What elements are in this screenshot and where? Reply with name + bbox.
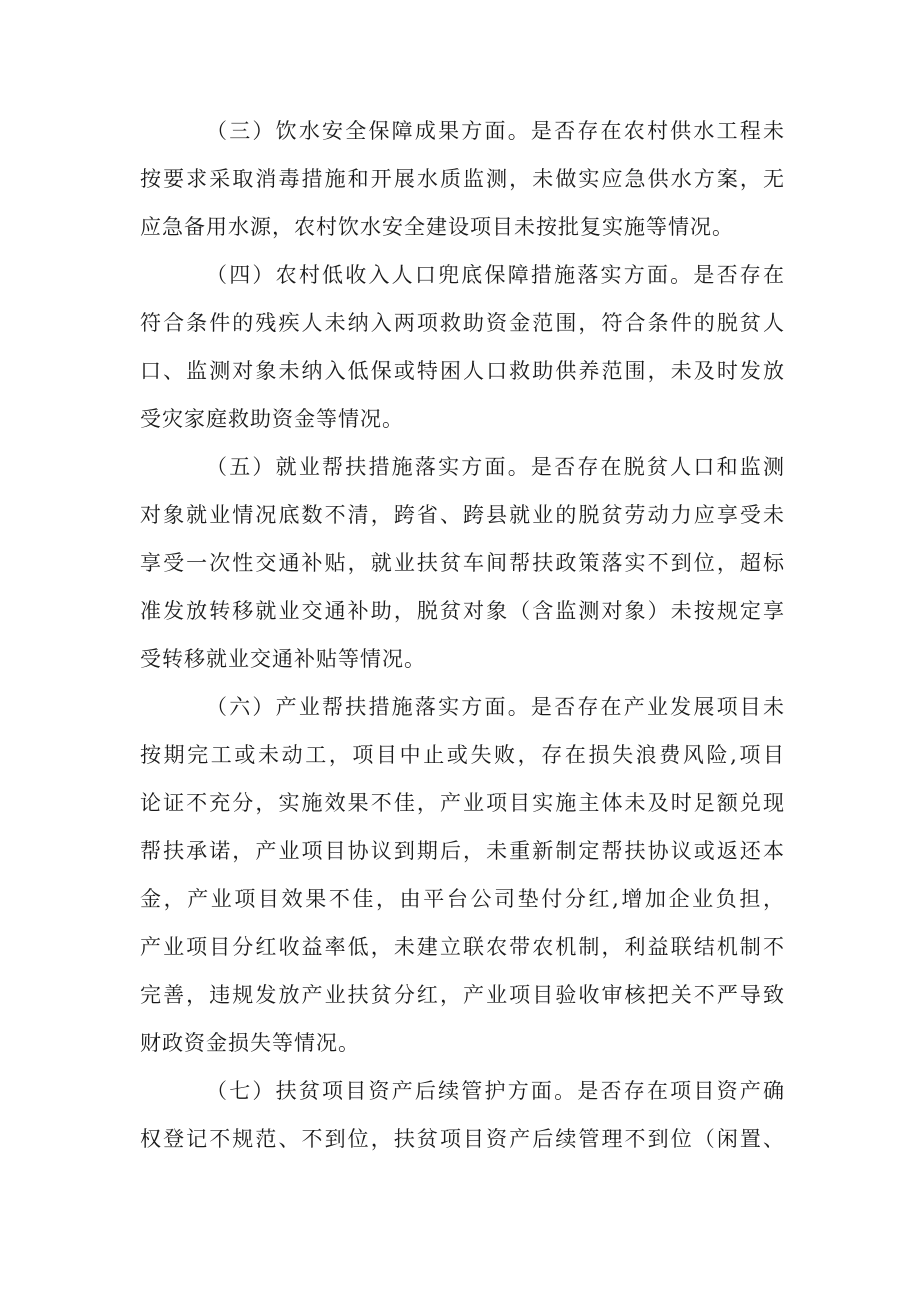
paragraph-line: 按期完工或未动工，项目中止或失败，存在损失浪费风险,项目: [140, 743, 785, 767]
paragraph-5: [140, 443, 785, 683]
paragraph-line: 权登记不规范、不到位，扶贫项目资产后续管理不到位（闲置、: [140, 1127, 785, 1151]
paragraph-line: （七）扶贫项目资产后续管护方面。是否存在项目资产确: [206, 1079, 785, 1103]
paragraph-line: 对象就业情况底数不清，跨省、跨县就业的脱贫劳动力应享受未: [140, 503, 785, 527]
paragraph-line: （六）产业帮扶措施落实方面。是否存在产业发展项目未: [206, 695, 785, 719]
paragraph-line: 享受一次性交通补贴，就业扶贫车间帮扶政策落实不到位，超标: [140, 551, 785, 575]
paragraph-line: （四）农村低收入人口兜底保障措施落实方面。是否存在: [206, 263, 785, 287]
paragraph-line: 准发放转移就业交通补助，脱贫对象（含监测对象）未按规定享: [140, 599, 785, 623]
paragraph-line: 产业项目分红收益率低，未建立联农带农机制，利益联结机制不: [140, 935, 785, 959]
paragraph-line: 完善，违规发放产业扶贫分红，产业项目验收审核把关不严导致: [140, 983, 785, 1007]
paragraph-line: 帮扶承诺，产业项目协议到期后，未重新制定帮扶协议或返还本: [140, 839, 785, 863]
paragraph-line: 财政资金损失等情况。: [140, 1031, 360, 1055]
paragraph-6: [140, 683, 785, 1067]
paragraph-line: 金，产业项目效果不佳，由平台公司垫付分红,增加企业负担，: [140, 887, 785, 911]
paragraph-line: 受灾家庭救助资金等情况。: [140, 407, 404, 431]
paragraph-line: （五）就业帮扶措施落实方面。是否存在脱贫人口和监测: [206, 455, 785, 479]
paragraph-line: 口、监测对象未纳入低保或特困人口救助供养范围，未及时发放: [140, 359, 785, 383]
paragraph-line: 受转移就业交通补贴等情况。: [140, 647, 426, 671]
paragraph-7: [140, 1067, 785, 1163]
document-page: [140, 107, 785, 1163]
paragraph-line: （三）饮水安全保障成果方面。是否存在农村供水工程未: [206, 119, 785, 143]
paragraph-line: 按要求采取消毒措施和开展水质监测，未做实应急供水方案，无: [140, 167, 785, 191]
paragraph-line: 符合条件的残疾人未纳入两项救助资金范围，符合条件的脱贫人: [140, 311, 785, 335]
paragraph-3: [140, 107, 785, 251]
paragraph-line: 应急备用水源，农村饮水安全建设项目未按批复实施等情况。: [140, 215, 734, 239]
paragraph-4: [140, 251, 785, 443]
paragraph-line: 论证不充分，实施效果不佳，产业项目实施主体未及时足额兑现: [140, 791, 785, 815]
